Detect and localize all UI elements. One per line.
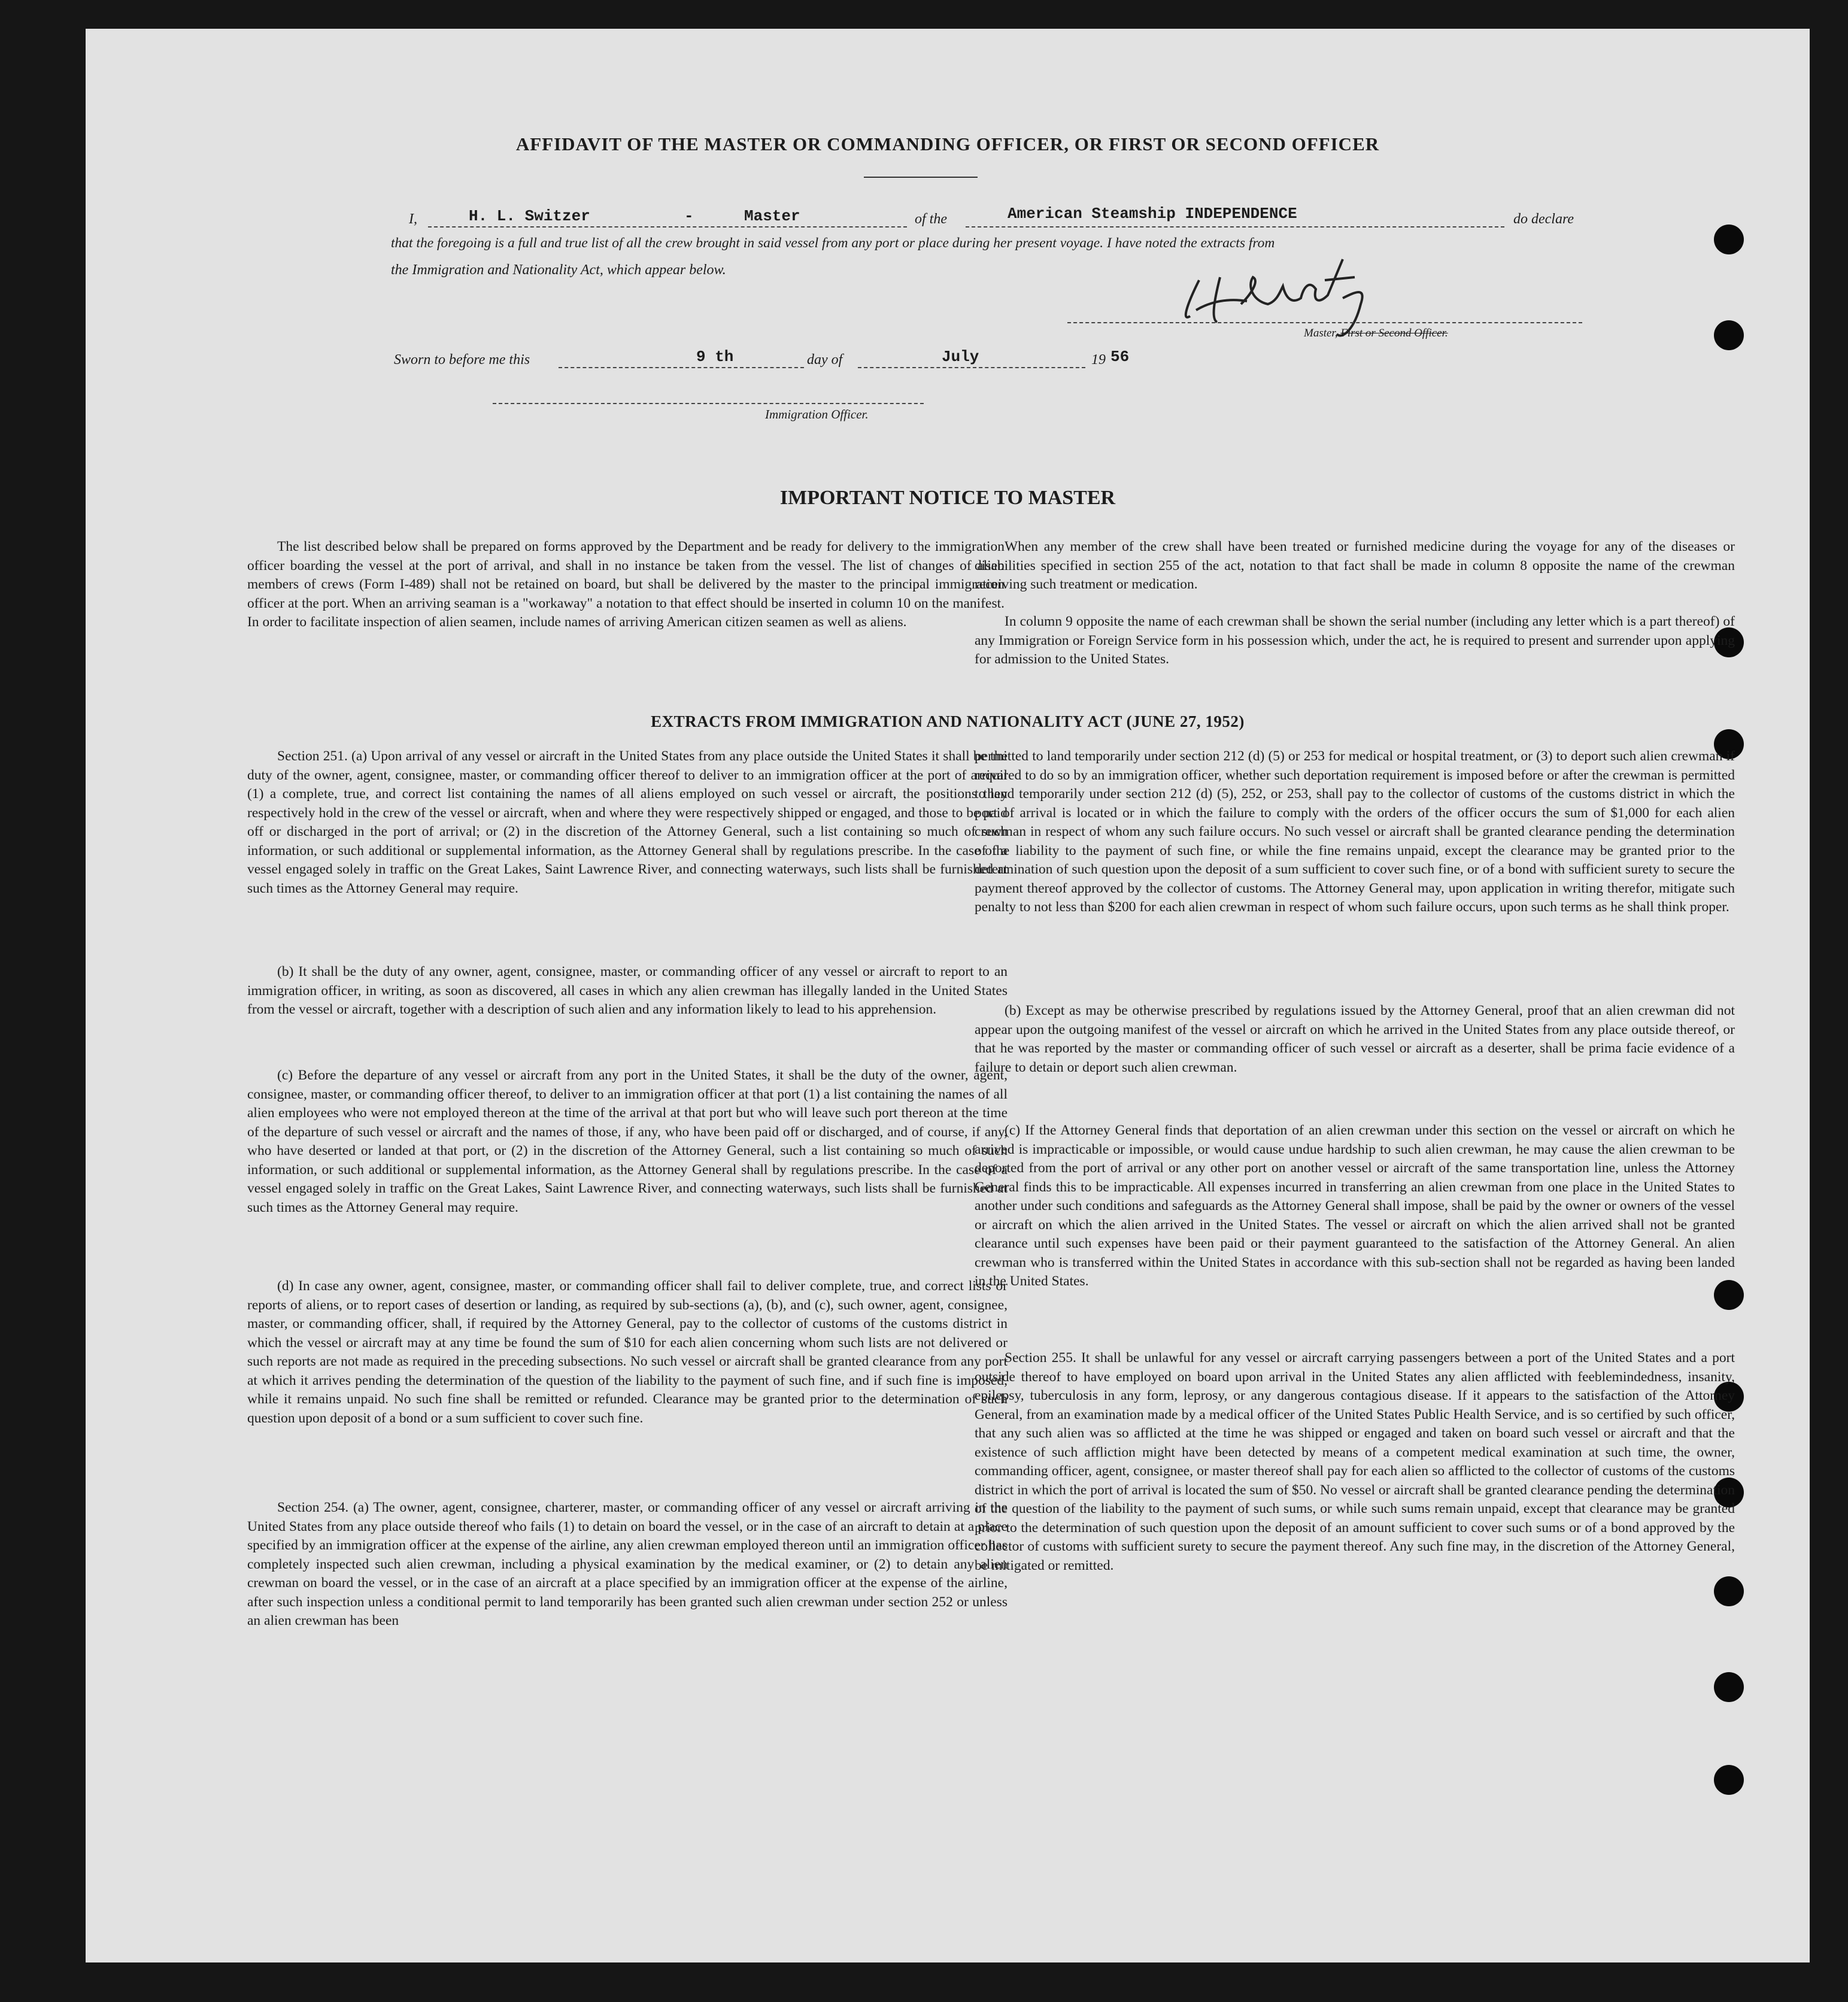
month-value: July [942,348,979,366]
binder-hole [1714,1576,1744,1606]
notice-left: The list described below shall be prepared on forms approved by the Department and be ready for delivery to the immigration officer boarding the vessel at the port of arrival, and shall in no instance be taken from the vessel. The list of changes of alien members of crews (Form I-489) shall not be retained on board, but shall be delivered by the master to the principal immigration officer at the port. When an arriving seaman is a "workaway" a notation to that effect should be inserted in column 10 on the manifest. In order to facilitate inspection of alien seamen, include names of arriving American citizen seamen as well as aliens. [247,539,1005,630]
declaration-line: that the foregoing is a full and true list of all the crew brought in said vessel from any port or place during her present voyage. I have noted the extracts from [391,235,1275,251]
section-254b: (b) Except as may be otherwise prescribed by regulations issued by the Attorney General, proof that an alien crewman did not appear upon the outgoing manifest of the vessel or aircraft on which he arrived in the United States from any place outside thereof, or that he was reported by the master or commanding officer of such vessel or aircraft as a deserter, shall be prima facie evidence of a failure to detain or deport such alien crewman. [975,1003,1735,1075]
section-254c: (c) If the Attorney General finds that deportation of an alien crewman under this section on the vessel or aircraft on which he arrived is impracticable or impossible, or would cause undue hardship to such alien crewman, he may cause the alien crewman to be deported from the port of arrival or any other port on another vessel or aircraft of the same transportation line, unless the Attorney General finds this to be impracticable. All expenses incurred in transferring an alien crewman from one place in the United States to another under such conditions and safeguards as the Attorney General shall impose, shall be paid by the owner or owners of the vessel or aircraft on which the alien arrived in the United States. The vessel or aircraft on which the alien arrived shall not be granted clearance until such expenses have been paid or their payment guaranteed to the satisfaction of the Attorney General. An alien crewman who is transferred within the United States in accordance with this sub-section shall not be regarded as having been landed in the United States. [975,1123,1735,1289]
day-value: 9 th [696,348,734,366]
section-251b: (b) It shall be the duty of any owner, agent, consignee, master, or commanding officer of any vessel or aircraft to report to an immigration officer, in writing, as soon as discovered, all cases in which any alien crewman has illegally landed in the United States from the vessel or aircraft, together with a description of such alien and any information likely to lead to his apprehension. [247,964,1008,1017]
section-254a-continued: permitted to land temporarily under section 212 (d) (5) or 253 for medical or hospital treatment, or (3) to deport such alien crewman if required to do so by an immigration officer, whether such deportation requirement is imposed before or after the crewman is permitted to land temporarily under section 212 (d) (5), 252, or 253, shall pay to the collector of customs of the customs district in which the port of arrival is located or in which the failure to comply with the orders of the officer occurs the sum of $1,000 for each alien crewman in respect of whom any such failure occurs. No such vessel or aircraft shall be granted clearance pending the determination of the liability to the payment of such fine, or while the fine remains unpaid, except the clearance may be granted prior to the determination of such question upon the deposit of a sum sufficient to cover such fine, or of a bond with sufficient surety to secure the payment thereof approved by the collector of customs. The Attorney General may, upon application in writing therefor, mitigate such penalty to not less than $200 for each alien crewman in respect of whom such failure occurs, upon such terms as he shall think proper. [975,748,1735,915]
binder-hole [1714,320,1744,350]
of-the-label: of the [915,211,947,227]
extracts-title: EXTRACTS FROM IMMIGRATION AND NATIONALITY ACT (JUNE 27, 1952) [651,712,1245,730]
do-declare-label: do declare [1513,211,1574,227]
binder-hole [1714,225,1744,254]
master-name: H. L. Switzer [469,207,590,225]
immigration-officer-label: Immigration Officer. [765,407,869,421]
signature-caption [1304,327,1448,340]
declaration-line-end: the Immigration and Nationality Act, which appear below. [391,262,726,278]
section-251c: (c) Before the departure of any vessel or aircraft from any port in the United States, it shall be the duty of the owner, agent, consignee, master, or commanding officer thereof, to deliver to an immigration officer at that port (1) a list containing the names of all alien employees who were not employed thereon at the time of the arrival at that port but who will leave such port thereon at the time of the departure of such vessel or aircraft and the names of those, if any, who have been paid off or discharged, and of course, if any, who have deserted or landed at that port, or (2) in the discretion of the Attorney General, such a list containing so much of such information, or such additional or supplemental information, as the Attorney General shall by regulations prescribe. In the case of a vessel engaged solely in traffic on the Great Lakes, Saint Lawrence River, and connecting waterways, such lists shall be furnished at such times as the Attorney General may require. [247,1067,1008,1215]
binder-hole [1714,1765,1744,1795]
title-rule [864,177,978,178]
notice-right-1: When any member of the crew shall have been treated or furnished medicine during the voyage for any of the diseases or disabilities specified in section 255 of the act, notation to that fact shall be made in column 8 opposite the name of the crewman receiving such treatment or medication. [975,539,1735,592]
vessel-line [966,226,1504,228]
month-line [858,367,1085,368]
section-251a: Section 251. (a) Upon arrival of any vessel or aircraft in the United States from any place outside the United States it shall be the duty of the owner, agent, consignee, master, or commanding officer thereof to deliver to an immigration officer at the port of arrival (1) a complete, true, and correct list containing the names of all aliens employed on such vessel or aircraft, the positions they respectively hold in the crew of the vessel or aircraft, when and where they were respectively shipped or engaged, and those to be paid off or discharged in the port of arrival; or (2) in the discretion of the Attorney General, such a list containing so much of such information, or such additional or supplemental information, as the Attorney General shall by regulations prescribe. In the case of a vessel engaged solely in traffic on the Great Lakes, Saint Lawrence River, and connecting waterways, such lists shall be furnished at such times as the Attorney General may require. [247,748,1008,896]
caption-master: Master, [1304,327,1338,339]
affidavit-title: AFFIDAVIT OF THE MASTER OR COMMANDING OFFICER, OR FIRST OR SECOND OFFICER [515,134,1380,154]
officer-line [493,403,924,404]
name-line [428,226,907,228]
year-value: 56 [1110,348,1130,366]
signature-line [1067,322,1582,323]
section-254a: Section 254. (a) The owner, agent, consignee, charterer, master, or commanding officer of any vessel or aircraft arriving in the United States from any place outside thereof who fails (1) to detain on board the vessel, or in the case of an aircraft to detain at a place specified by an immigration officer at the expense of the airline, any alien crewman employed thereon until an immigration officer has completely inspected such alien crewman, including a physical examination by the medical examiner, or (2) to detain any alien crewman on board the vessel, or in the case of an aircraft at a place specified by an immigration officer at the expense of the airline, after such inspection unless a conditional permit to land temporarily has been granted such alien crewman under section 252 or unless an alien crewman has been [247,1500,1008,1628]
caption-struck: First or Second Officer. [1340,327,1448,339]
master-rank: Master [744,207,800,225]
vessel-name: American Steamship INDEPENDENCE [1008,205,1297,223]
section-251d: (d) In case any owner, agent, consignee, master, or commanding officer shall fail to deliver complete, true, and correct lists or reports of aliens, or to report cases of desertion or landing, as required by sub-sections (a), (b), and (c), such owner, agent, consignee, master, or commanding officer, shall, if required by the Attorney General, pay to the collector of customs of the customs district in which the vessel or aircraft may at any time be found the sum of $10 for each alien concerning whom such lists are not delivered or such reports are not made as required in the preceding subsections. No such vessel or aircraft shall be granted clearance from any port at which it arrives pending the determination of the question of the liability to the payment of such fine, and if such fine is imposed, while it remains unpaid. No such fine shall be remitted or refunded. Clearance may be granted prior to the determination of such question upon deposit of a bond or a sum sufficient to cover such fine. [247,1278,1008,1426]
sworn-label: Sworn to before me this [394,352,530,368]
notice-right-2: In column 9 opposite the name of each crewman shall be shown the serial number (including any letter which is a part thereof) of any Immigration or Foreign Service form in his possession which, under the act, he is required to present and surrender upon applying for admission to the United States. [975,614,1735,667]
notice-title: IMPORTANT NOTICE TO MASTER [779,487,1116,509]
year-prefix: 19 [1091,352,1106,368]
document-page [86,29,1810,1962]
day-of-label: day of [807,352,843,368]
i-label: I, [409,211,417,227]
binder-hole [1714,1672,1744,1702]
section-255: Section 255. It shall be unlawful for any vessel or aircraft carrying passengers between a port of the United States and a port outside thereof to have employed on board upon arrival in the United States any alien afflicted with feeblemindedness, insanity, epilepsy, tuberculosis in any form, leprosy, or any dangerous contagious disease. If it appears to the satisfaction of the Attorney General, from an examination made by a medical officer of the United States Public Health Service, and is so certified by such officer, that any such alien was so afflicted at the time he was shipped or engaged and taken on board such vessel or aircraft and that the existence of such affliction might have been detected by means of a competent medical examination at such time, the owner, commanding officer, agent, consignee, or master thereof shall pay for each alien so afflicted to the collector of customs of the customs district in which the port of arrival is located the sum of $50. No vessel or aircraft shall be granted clearance pending the determination of the question of the liability to the payment of such sums, or while such sums remain unpaid, except that clearance may be granted prior to the determination of such question upon the deposit of an amount sufficient to cover such sums or of a bond approved by the collector of customs with sufficient surety to secure the payment thereof. Any such fine may, in the discretion of the Attorney General, be mitigated or remitted. [975,1350,1735,1573]
day-line [559,367,804,368]
name-dash: - [684,207,694,225]
